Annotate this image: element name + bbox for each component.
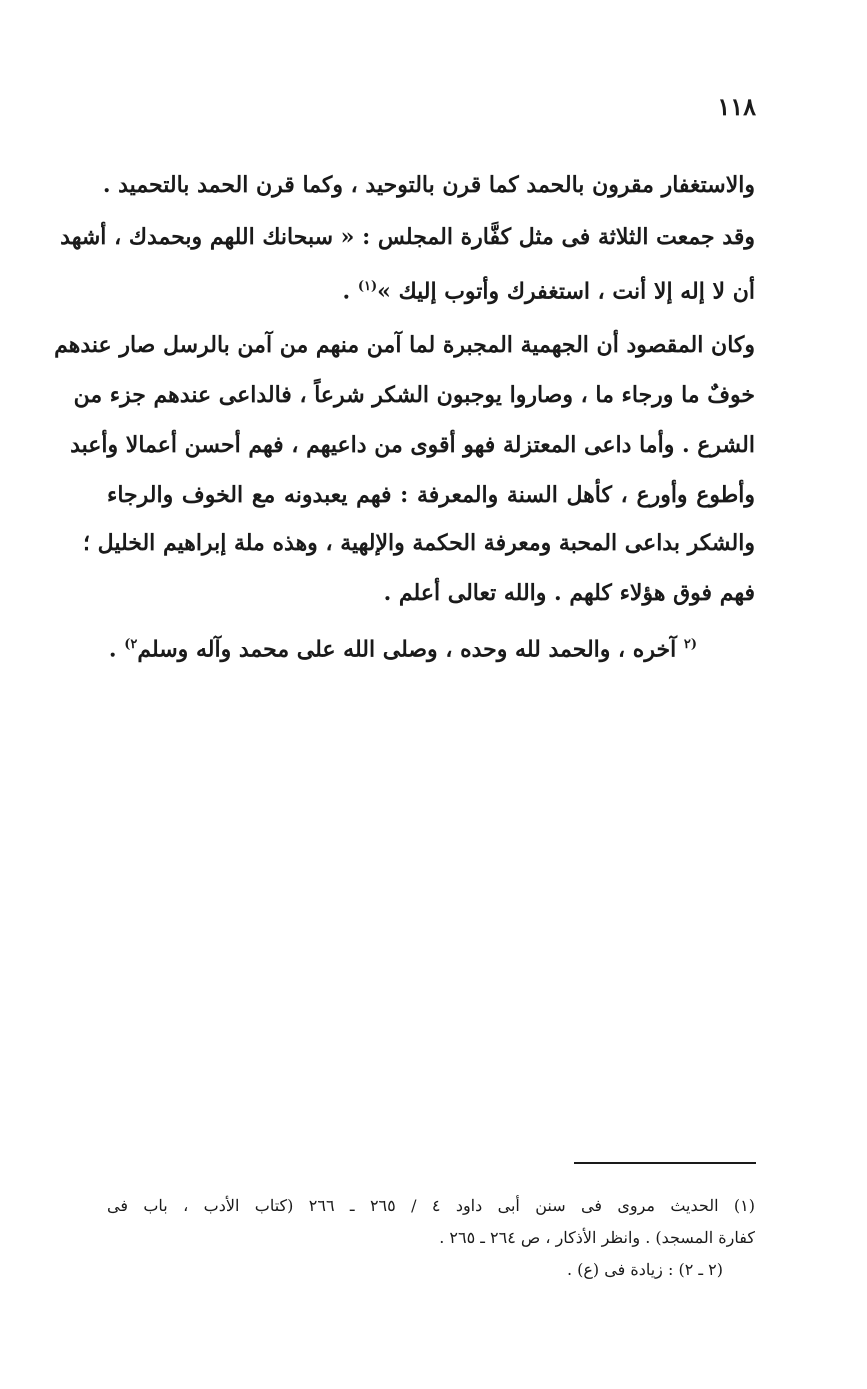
page-number: ١١٨ — [717, 92, 756, 121]
closing-period: . — [108, 636, 125, 663]
footnote-separator — [574, 1162, 756, 1164]
paragraph-1-line-1: والاستغفار مقرون بالحمد كما قرن بالتوحيد ، وكما قرن الحمد بالتحميد . — [102, 172, 755, 198]
closing-close-marker: ٢) — [124, 637, 138, 652]
paragraph-2-line-4: وأطوع وأورع ، كأهل السنة والمعرفة : فهم يعبدونه مع الخوف والرجاء — [107, 482, 755, 508]
footnote-1-line-1: (١) الحديث مروى فى سنن أبى داود ٤ / ٢٦٥ ـ ٢٦٦ (كتاب الأدب ، باب فى — [107, 1196, 756, 1215]
paragraph-1-line-3 — [107, 270, 755, 310]
paragraph-2-line-2: خوفٌ ما ورجاء ما ، وصاروا يوجبون الشكر شرعاً ، فالداعى عندهم جزء من — [73, 382, 755, 408]
paragraph-2-line-6: فهم فوق هؤلاء كلهم . والله تعالى أعلم . — [383, 580, 755, 606]
paragraph-1-line-2: وقد جمعت الثلاثة فى مثل كفَّارة المجلس : « سبحانك اللهم وبحمدك ، أشهد — [60, 224, 755, 250]
footnote-1-line-2: كفارة المسجد) . وانظر الأذكار ، ص ٢٦٤ ـ ٢٦٥ . — [439, 1228, 755, 1247]
paragraph-2-line-5: والشكر بداعى المحبة ومعرفة الحكمة والإلهية ، وهذه ملة إبراهيم الخليل ؛ — [83, 530, 755, 556]
closing-text: آخره ، والحمد لله وحده ، وصلى الله على محمد وآله وسلم — [137, 636, 677, 663]
paragraph-1-line-3-text: أن لا إله إلا أنت ، استغفرك وأتوب إليك » — [377, 278, 755, 305]
paragraph-2-line-3: الشرع . وأما داعى المعتزلة فهو أقوى من داعيهم ، فهم أحسن أعمالا وأعبد — [70, 432, 755, 458]
footnote-2: (٢ ـ ٢) : زيادة فى (ع) . — [566, 1260, 723, 1279]
closing-line — [108, 628, 697, 668]
paragraph-1-period: . — [342, 278, 358, 305]
closing-open-marker: (٢ — [683, 637, 697, 652]
footnote-marker-1: (١) — [357, 279, 378, 294]
paragraph-2-line-1: وكان المقصود أن الجهمية المجبرة لما آمن منهم من آمن بالرسل صار عندهم — [54, 332, 755, 358]
